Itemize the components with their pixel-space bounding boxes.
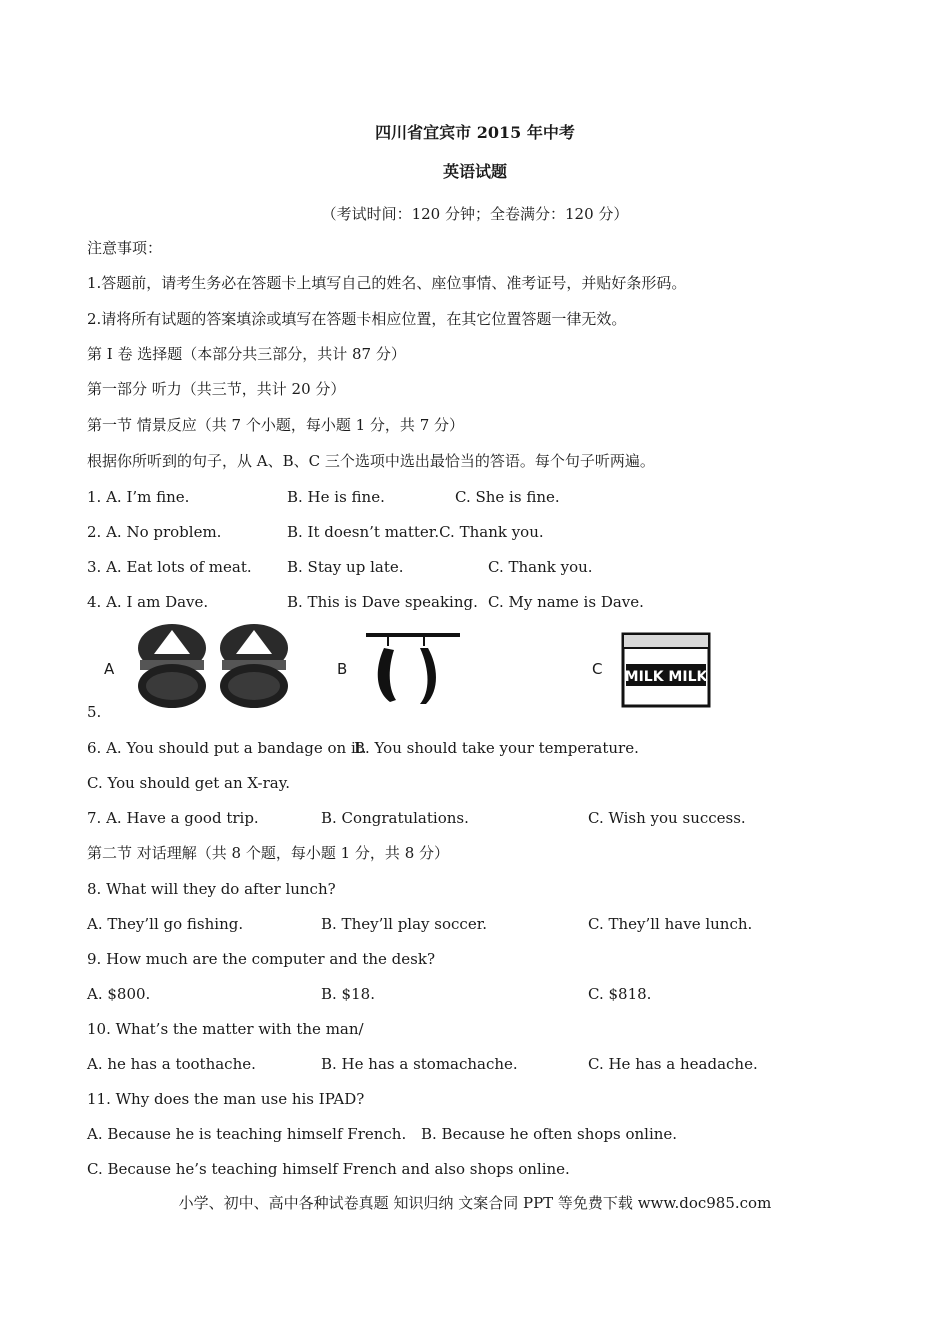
q6-option-a: 6. A. You should put a bandage on it. bbox=[87, 739, 367, 757]
exam-subtitle: 英语试题 bbox=[442, 162, 507, 181]
q11-stem: 11. Why does the man use his IPAD? bbox=[87, 1090, 365, 1108]
q3-option-c: C. Thank you. bbox=[488, 558, 593, 576]
q9-option-b: B. $18. bbox=[321, 985, 375, 1003]
q5-label-a: A bbox=[104, 660, 115, 678]
q1-option-b: B. He is fine. bbox=[287, 488, 385, 506]
listening-heading: 第一部分 听力（共三节，共计 20 分） bbox=[87, 380, 346, 398]
q10-option-b: B. He has a stomachache. bbox=[321, 1055, 518, 1073]
q4-option-b: B. This is Dave speaking. bbox=[287, 593, 478, 611]
q7-option-a: 7. A. Have a good trip. bbox=[87, 809, 259, 827]
milk-carton-text: MILK MILK bbox=[624, 669, 708, 685]
q9-option-c: C. $818. bbox=[588, 985, 652, 1003]
q2-option-a: 2. A. No problem. bbox=[87, 523, 222, 541]
q2-option-b: B. It doesn’t matter.C. Thank you. bbox=[287, 523, 544, 541]
note-item-2: 2.请将所有试题的答案填涂或填写在答题卡相应位置，在其它位置答题一律无效。 bbox=[87, 310, 627, 328]
q10-option-a: A. he has a toothache. bbox=[87, 1055, 256, 1073]
q11-option-a: A. Because he is teaching himself French. bbox=[87, 1125, 407, 1143]
q4-option-a: 4. A. I am Dave. bbox=[87, 593, 209, 611]
q4-option-c: C. My name is Dave. bbox=[488, 593, 644, 611]
q5-label-b: B bbox=[337, 660, 348, 678]
q1-option-a: 1. A. I’m fine. bbox=[87, 488, 190, 506]
exam-info: （考试时间：120 分钟；全卷满分：120 分） bbox=[321, 205, 629, 223]
q7-option-c: C. Wish you success. bbox=[588, 809, 746, 827]
exam-title: 四川省宜宾市 2015 年中考 bbox=[375, 123, 575, 142]
listening-instructions: 根据你所听到的句子，从 A、B、C 三个选项中选出最恰当的答语。每个句子听两遍。 bbox=[87, 452, 655, 470]
q10-option-c: C. He has a headache. bbox=[588, 1055, 758, 1073]
q6-option-c: C. You should get an X-ray. bbox=[87, 774, 290, 792]
q7-option-b: B. Congratulations. bbox=[321, 809, 469, 827]
q6-option-b: B. You should take your temperature. bbox=[354, 739, 639, 757]
q9-option-a: A. $800. bbox=[87, 985, 151, 1003]
notes-heading: 注意事项： bbox=[87, 239, 163, 257]
q8-stem: 8. What will they do after lunch? bbox=[87, 880, 336, 898]
q5-label-c: C bbox=[592, 660, 603, 678]
q8-option-c: C. They’ll have lunch. bbox=[588, 915, 753, 933]
q1-option-c: C. She is fine. bbox=[455, 488, 560, 506]
hamburgers-picture bbox=[134, 620, 296, 712]
q8-option-a: A. They’ll go fishing. bbox=[87, 915, 244, 933]
footer-text: 小学、初中、高中各种试卷真题 知识归纳 文案合同 PPT 等免费下载 www.doc985.com bbox=[178, 1194, 772, 1212]
q10-stem: 10. What’s the matter with the man/ bbox=[87, 1020, 364, 1038]
q9-stem: 9. How much are the computer and the desk? bbox=[87, 950, 435, 968]
section1-heading: 第一节 情景反应（共 7 个小题，每小题 1 分，共 7 分） bbox=[87, 416, 465, 434]
part1-heading: 第 I 卷 选择题（本部分共三部分，共计 87 分） bbox=[87, 345, 406, 363]
q3-option-b: B. Stay up late. bbox=[287, 558, 404, 576]
section2-heading: 第二节 对话理解（共 8 个题，每小题 1 分，共 8 分） bbox=[87, 844, 450, 862]
q11-option-c: C. Because he’s teaching himself French and also shops online. bbox=[87, 1160, 570, 1178]
q8-option-b: B. They’ll play soccer. bbox=[321, 915, 487, 933]
milk-carton-picture bbox=[620, 628, 712, 710]
q5-number: 5. bbox=[87, 703, 102, 721]
note-item-1: 1.答题前，请考生务必在答题卡上填写自己的姓名、座位事情、准考证号，并贴好条形码。 bbox=[87, 274, 687, 292]
q3-option-a: 3. A. Eat lots of meat. bbox=[87, 558, 252, 576]
q11-option-b: B. Because he often shops online. bbox=[421, 1125, 678, 1143]
sausages-picture bbox=[364, 630, 462, 708]
